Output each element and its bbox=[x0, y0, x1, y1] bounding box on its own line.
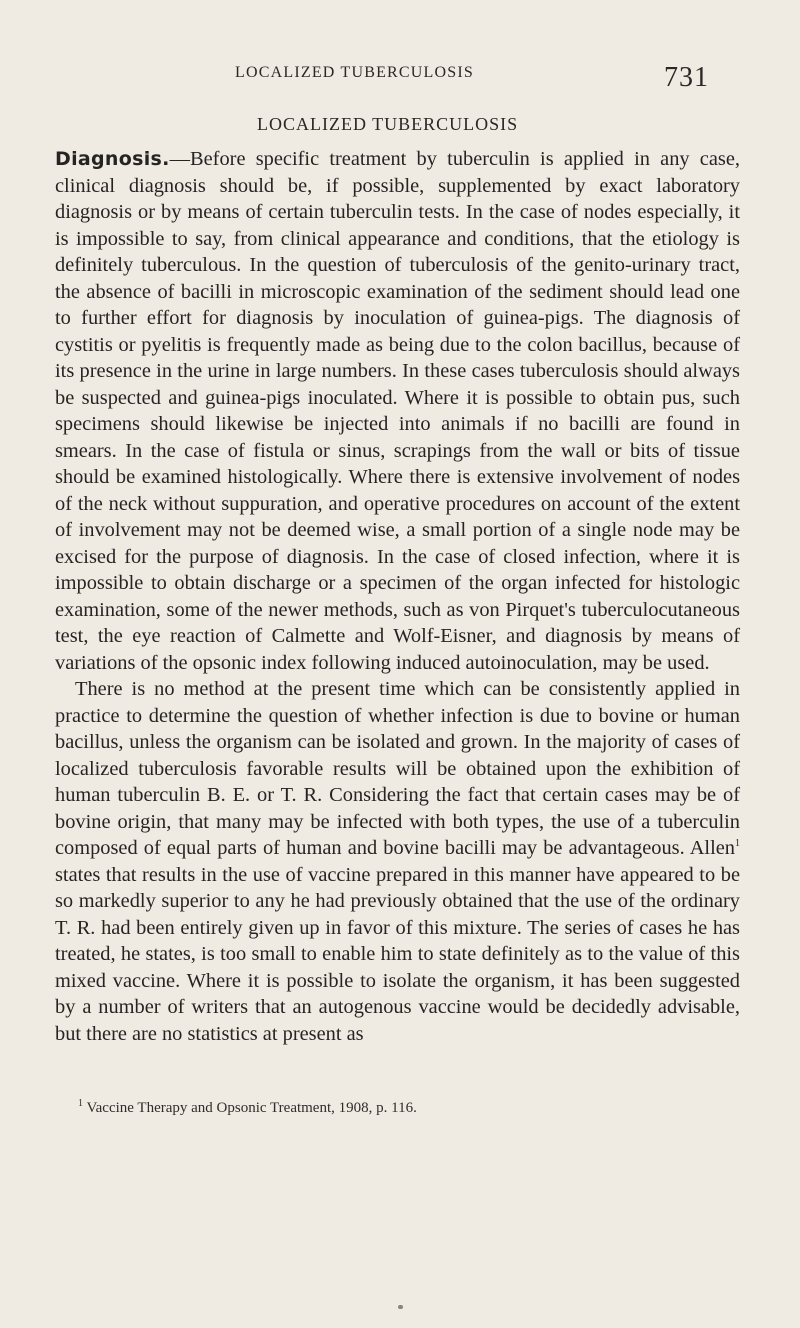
paper-speck bbox=[398, 1305, 403, 1309]
paragraph-bovine-human bbox=[55, 676, 740, 1047]
footnote-text: Vaccine Therapy and Opsonic Treatment, 1908, p. 116. bbox=[83, 1100, 417, 1116]
running-head: LOCALIZED TUBERCULOSIS bbox=[235, 64, 474, 81]
paragraph-text: —Before specific treatment by tuberculin is applied in any case, clinical diagnosis should be, if possible, supplemented by exact laboratory diagnosis or by means of certain tuberculin tests. In the case of nodes especially, it is impossible to say, from clinical appearance and conditions, that the etiology is definitely tuberculous. In the question of tuberculosis of the genito-urinary tract, the absence of bacilli in microscopic examination of the sediment should lead one to further effort for diagnosis by inoculation of guinea-pigs. The diagnosis of cystitis or pyelitis is frequently made as being due to the colon bacillus, because of its presence in the urine in large numbers. In these cases tuberculosis should always be suspected and guinea-pigs inoculated. Where it is possible to obtain pus, such specimens should likewise be injected into animals if no bacilli are found in smears. In the case of fistula or sinus, scrapings from the wall or bits of tissue should be examined histologically. Where there is extensive involvement of nodes of the neck without suppuration, and operative procedures on account of the extent of involvement may not be deemed wise, a small portion of a single node may be excised for the purpose of diagnosis. In the case of closed infection, where it is impossible to obtain discharge or a specimen of the organ infected for histologic examination, some of the newer methods, such as von Pirquet's tuberculocutaneous test, the eye reaction of Calmette and Wolf-Eisner, and diagnosis by means of variations of the opsonic index following induced autoinoculation, may be used. bbox=[55, 148, 740, 674]
chapter-title: LOCALIZED TUBERCULOSIS bbox=[257, 114, 519, 134]
footnote-reference: 1 bbox=[735, 838, 740, 850]
paragraph-diagnosis bbox=[55, 146, 740, 676]
footnote-marker: 1 bbox=[78, 1098, 83, 1109]
paragraph-text: There is no method at the present time which can be consistently applied in practice to determine the question of whether infection is due to bovine or human bacillus, unless the organism can be isolated and grown. In the majority of cases of localized tuberculosis favorable results will be obtained upon the exhibition of human tuberculin B. E. or T. R. Considering the fact that certain cases may be of bovine origin, that many may be infected with both types, the use of a tuberculin composed of equal parts of human and bovine bacilli may be advantageous. Allen bbox=[55, 678, 740, 859]
footnote bbox=[78, 1100, 417, 1117]
section-heading: Diagnosis. bbox=[55, 148, 170, 170]
page-number: 731 bbox=[664, 62, 709, 93]
body-text bbox=[55, 146, 740, 1047]
paragraph-text: states that results in the use of vaccine prepared in this manner have appeared to be so markedly superior to any he had previously obtained that the use of the ordinary T. R. had been entirely given up in favor of this mixture. The series of cases he has treated, he states, is too small to enable him to state definitely as to the value of this mixed vaccine. Where it is possible to isolate the organism, it has been suggested by a number of writers that an autogenous vaccine would be decidedly advisable, but there are no statistics at present as bbox=[55, 863, 740, 1045]
